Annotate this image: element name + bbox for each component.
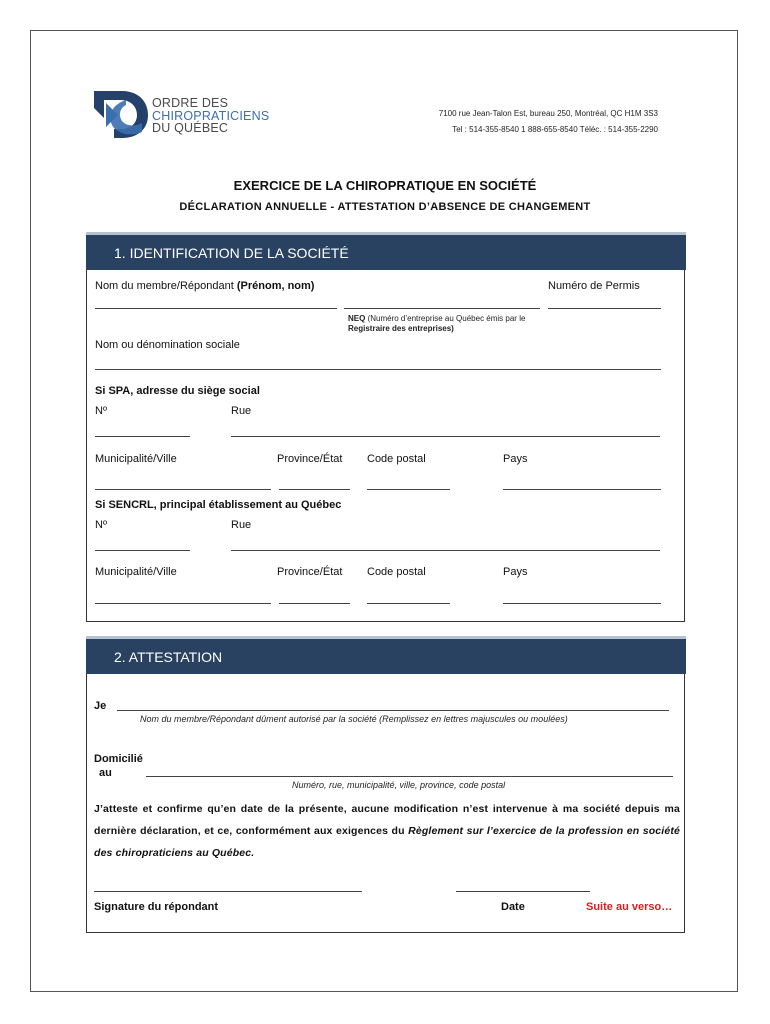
address-text: 7100 rue Jean-Talon Est, bureau 250, Montréal, QC H1M 3S3 bbox=[438, 109, 658, 118]
date-label: Date bbox=[501, 901, 525, 913]
continue-label: Suite au verso… bbox=[586, 901, 673, 913]
sencrl-postal-label: Code postal bbox=[367, 566, 426, 578]
sencrl-city-field[interactable] bbox=[95, 603, 271, 604]
spa-province-label: Province/État bbox=[277, 453, 343, 465]
date-field[interactable] bbox=[456, 891, 590, 892]
section2-heading: 2. ATTESTATION bbox=[114, 649, 223, 665]
permit-number-field[interactable] bbox=[548, 308, 661, 309]
company-label: Nom ou dénomination sociale bbox=[95, 339, 240, 351]
logo-line3: DU QUÉBEC bbox=[152, 121, 229, 135]
je-label: Je bbox=[94, 700, 107, 712]
logo-wordmark bbox=[152, 97, 269, 135]
member-name-field[interactable] bbox=[95, 308, 337, 309]
sencrl-country-field[interactable] bbox=[503, 603, 661, 604]
form-title: EXERCICE DE LA CHIROPRATIQUE EN SOCIÉTÉ bbox=[233, 178, 537, 193]
domicile-note: Numéro, rue, municipalité, ville, province, code postal bbox=[292, 780, 506, 790]
signature-label: Signature du répondant bbox=[94, 901, 219, 913]
sencrl-street-label: Rue bbox=[231, 519, 252, 531]
section1-header bbox=[86, 232, 686, 270]
logo-line2: CHIROPRATICIENS bbox=[152, 108, 270, 123]
permit-label: Numéro de Permis bbox=[548, 280, 640, 292]
phone-text: Tel : 514-355-8540 1 888-655-8540 Téléc. : 514-355-2290 bbox=[452, 125, 658, 134]
spa-city-label: Municipalité/Ville bbox=[95, 453, 177, 465]
domicile-label: Domicilié bbox=[94, 753, 143, 765]
spa-postal-label: Code postal bbox=[367, 453, 426, 465]
logo-line1: ORDRE DES bbox=[152, 96, 229, 110]
spa-country-field[interactable] bbox=[503, 489, 661, 490]
spa-city-field[interactable] bbox=[95, 489, 271, 490]
domicile-field[interactable] bbox=[146, 776, 673, 777]
attestation-paragraph: J’atteste et confirme qu’en date de la présente, aucune modification n’est intervenue à ma société depuis ma dernière déclaration, et ce, conformément aux exigences du Règlement sur l’exercice de la profession en société des chiropraticiens au Québec. bbox=[94, 803, 680, 859]
member-label: Nom du membre/Répondant (Prénom, nom) bbox=[95, 280, 315, 292]
sencrl-no-field[interactable] bbox=[95, 550, 190, 551]
sencrl-heading: Si SENCRL, principal établissement au Québec bbox=[95, 499, 342, 511]
spa-no-label: Nº bbox=[95, 405, 107, 417]
spa-no-field[interactable] bbox=[95, 436, 190, 437]
domicile-label-au: au bbox=[99, 767, 112, 779]
spa-street-field[interactable] bbox=[231, 436, 660, 437]
sencrl-no-label: Nº bbox=[95, 519, 107, 531]
neq-label: NEQ (Numéro d’entreprise au Québec émis par le bbox=[348, 314, 526, 323]
form-subtitle: DÉCLARATION ANNUELLE - ATTESTATION D’ABSENCE DE CHANGEMENT bbox=[179, 201, 591, 213]
spa-country-label: Pays bbox=[503, 453, 528, 465]
spa-heading: Si SPA, adresse du siège social bbox=[95, 385, 260, 397]
spa-street-label: Rue bbox=[231, 405, 252, 417]
je-name-field[interactable] bbox=[117, 710, 669, 711]
spa-province-field[interactable] bbox=[279, 489, 350, 490]
spa-postal-field[interactable] bbox=[367, 489, 450, 490]
neq-field[interactable] bbox=[344, 308, 540, 309]
sencrl-province-field[interactable] bbox=[279, 603, 350, 604]
company-name-field[interactable] bbox=[95, 369, 661, 370]
sencrl-postal-field[interactable] bbox=[367, 603, 450, 604]
sencrl-city-label: Municipalité/Ville bbox=[95, 566, 177, 578]
signature-field[interactable] bbox=[94, 891, 362, 892]
section2-header bbox=[86, 636, 686, 674]
je-note: Nom du membre/Répondant dûment autorisé par la société (Remplissez en lettres majuscules ou moulées) bbox=[140, 714, 568, 724]
sencrl-province-label: Province/État bbox=[277, 566, 343, 578]
neq-label-line2: Registraire des entreprises) bbox=[348, 324, 454, 333]
section1-heading: 1. IDENTIFICATION DE LA SOCIÉTÉ bbox=[114, 245, 349, 261]
sencrl-street-field[interactable] bbox=[231, 550, 660, 551]
sencrl-country-label: Pays bbox=[503, 566, 528, 578]
